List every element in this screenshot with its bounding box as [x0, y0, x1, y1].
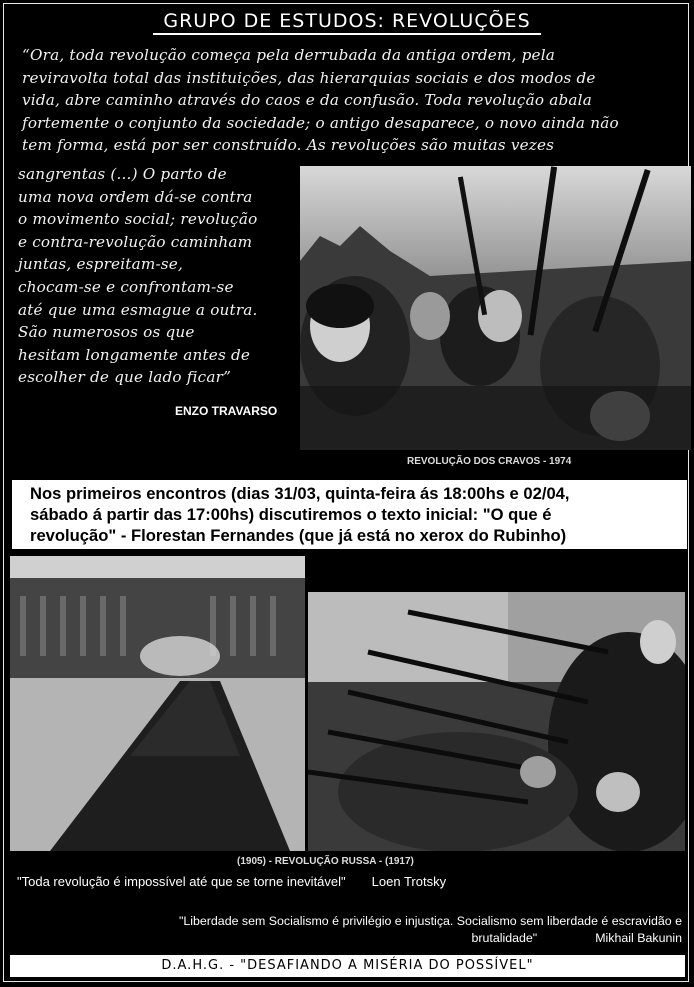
palace-square-photo — [10, 556, 305, 851]
quote-line: São numerosos os que — [18, 323, 195, 342]
footer-banner: D.A.H.G. - "DESAFIANDO A MISÉRIA DO POSSÍVEL" — [10, 955, 685, 977]
quote-line: juntas, espreitam-se, — [18, 255, 183, 274]
notice-line: sábado á partir das 17:00hs) discutiremos o texto inicial: "O que é — [30, 505, 552, 524]
main-quote-top — [22, 44, 682, 157]
page-title: GRUPO DE ESTUDOS: REVOLUÇÕES — [0, 10, 694, 32]
quote-line: vida, abre caminho através do caos e da confusão. Toda revolução abala — [22, 91, 592, 110]
quote-line: até que uma esmague a outra. — [18, 300, 258, 319]
bakunin-quote-line: "Liberdade sem Socialismo é privilégio e injustiça. Socialismo sem liberdade é escravidão e — [178, 914, 682, 928]
quote-line: o movimento social; revolução — [18, 210, 258, 229]
quote-line: e contra-revolução caminham — [18, 232, 253, 251]
quote-line: reviravolta total das instituições, das hierarquias sociais e dos modos de — [22, 68, 596, 87]
quote-author: ENZO TRAVARSO — [175, 404, 278, 418]
meeting-notice — [12, 480, 687, 549]
russian-photo-caption: (1905) - REVOLUÇÃO RUSSA - (1917) — [237, 856, 414, 867]
bakunin-quote-author: Mikhail Bakunin — [595, 931, 682, 945]
notice-line: revolução" - Florestan Fernandes (que já está no xerox do Rubinho) — [30, 526, 567, 545]
quote-line: sangrentas (...) O parto de — [18, 165, 227, 183]
trotsky-quote-text: "Toda revolução é impossível até que se torne inevitável" — [17, 874, 346, 889]
quote-line: hesitam longamente antes de — [18, 345, 251, 364]
quote-line: tem forma, está por ser construído. As revoluções são muitas vezes — [22, 136, 555, 155]
bakunin-quote-line: brutalidade" — [471, 931, 538, 945]
carnation-revolution-photo — [300, 166, 691, 450]
main-quote-left — [18, 163, 298, 389]
quote-line: chocam-se e confrontam-se — [18, 277, 234, 296]
carnation-photo-caption: REVOLUÇÃO DOS CRAVOS - 1974 — [407, 456, 572, 467]
quote-line: “Ora, toda revolução começa pela derrubada da antiga ordem, pela — [22, 46, 556, 64]
trotsky-quote-author: Loen Trotsky — [371, 874, 447, 889]
notice-line: Nos primeiros encontros (dias 31/03, quinta-feira ás 18:00hs e 02/04, — [30, 484, 570, 503]
quote-line: escolher de que lado ficar” — [18, 368, 232, 387]
quote-line: fortemente o conjunto da sociedade; o antigo desaparece, o novo ainda não — [22, 113, 619, 132]
trotsky-quote — [17, 874, 446, 889]
soldiers-firing-photo — [308, 592, 685, 851]
bakunin-quote — [30, 913, 682, 947]
quote-line: uma nova ordem dá-se contra — [18, 187, 253, 206]
